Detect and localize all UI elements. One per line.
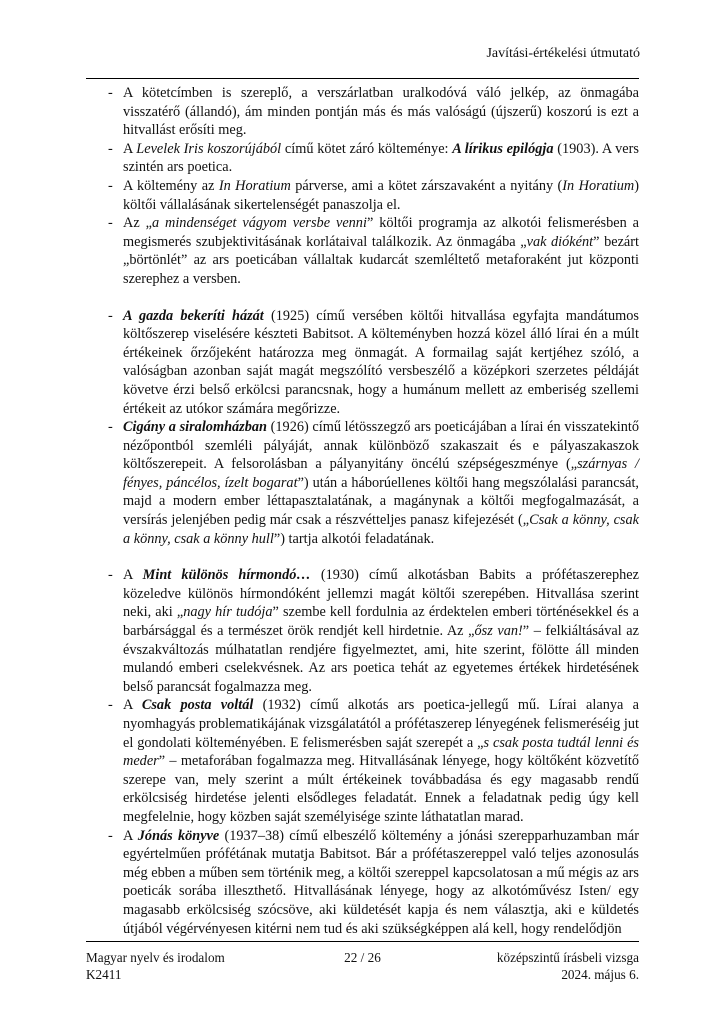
text-run: ” költői programja az alkotói felismerésben a megismerés szubjektivitásának korlátaival találkozik. Az önmagába „	[123, 215, 639, 250]
footer-exam-type: középszintű írásbeli vizsga	[496, 950, 639, 965]
footer-divider	[86, 941, 639, 942]
text-run: A	[123, 827, 138, 844]
paragraph-gap	[86, 548, 639, 566]
work-title: Jónás könyve	[137, 827, 220, 844]
bullet-dash: -	[108, 177, 113, 194]
text-run: ” – metaforában fogalmazza meg. Hitvallásának lényege, hogy költőként közvetítő szerepe van, mely szerint a múlt értékeinek továbbadása és egy magasabb rendű erkölcsiség hirdetése jelenti elsődleges feladatát. Ennek a feladatnak pedig úgy kell megfelelnie, hogy közben saját személyisége szinte láthatatlan marad.	[123, 753, 639, 825]
italic-quote: Csak a könny, csak a könny, csak a könny hull	[123, 512, 639, 547]
work-title: Mint különös hírmondó…	[142, 567, 311, 584]
italic-quote: a mindenséget vágyom versbe venni	[151, 215, 367, 232]
bullet-dash: -	[108, 215, 113, 232]
list-item	[86, 418, 639, 548]
text-run: (1925) című versében költői hitvallása egyfajta mandátumos költőszerep viselésére készteti Babitsot. A költeményben hozzá közel álló lírai én a múlt értékeinek őrzőjeként határozza meg önmagát. A formailag saját kertjéhez szóló, a valóságban azonban saját magát megszólító versbeszélő a középkori szerzetes példáját követve érzi belső erkölcsi parancsnak, hogy a humánum mellett az emberiség szellemi értékeit az utókor számára megőrizze.	[123, 307, 639, 417]
text-run: (1937–38) című elbeszélő költemény a jónási szerepparhuzamban már egyértelműen prófétának mutatja Babitsot. Bár a prófétaszereppel való teljes azonosulás még ebben a műben sem történik meg, a költői szereppel kapcsolatosan a mű mégis az ars poeticák sorába illeszthető. Hitvallásának lényege, hogy az alkotóművész Isten/ egy magasabb erkölcsiség szócsöve, aki küldetését kapja és nem választja, aki e küldetés útjából végérvényesen kitérni nem tud és aki szükségképpen alá kell, hogy rendelődjön	[123, 827, 639, 937]
running-header: Javítási-értékelési útmutató	[486, 46, 640, 61]
list-item	[86, 566, 639, 696]
footer-date: 2024. május 6.	[561, 967, 639, 982]
list-item	[86, 307, 639, 419]
italic-quote: nagy hír tudója	[183, 604, 273, 621]
italic-quote: s csak posta tudtál lenni és meder	[123, 734, 639, 770]
bullet-dash: -	[108, 567, 113, 584]
footer-subject: Magyar nyelv és irodalom	[86, 950, 225, 965]
text-run: ) költői vállalásának sikertelenségét panaszolja el.	[123, 177, 639, 213]
list-item	[86, 696, 639, 826]
bullet-dash: -	[108, 85, 113, 101]
italic-quote: ősz van!	[474, 623, 523, 640]
bullet-dash: -	[108, 697, 113, 714]
header-divider	[86, 78, 639, 79]
list-item	[86, 214, 639, 288]
bullet-dash: -	[108, 827, 113, 844]
italic-quote: vak dióként	[526, 233, 594, 250]
page-number: 22 / 26	[344, 950, 381, 965]
italic-quote: In Horatium	[562, 177, 635, 194]
italic-quote: szárnyas / fényes, páncélos, ízelt bogarat	[123, 456, 639, 491]
text-run: ”) tartja alkotói feladatának.	[273, 530, 435, 547]
text-run: (1932) című alkotás ars poetica-jellegű mű. Lírai alanya a nyomhagyás problematikájának vizsgálatától a prófétaszerep lényegének felismeréséig jut el gondolati költeményében. E felismerésben saját szerepét a „	[123, 697, 639, 751]
list-item	[86, 177, 639, 214]
text-run: A költemény az	[123, 177, 219, 194]
text-run: (1930) című alkotásban Babits a prófétaszerephez közeledve különös hírmondóként jellemzi magát költői szerepében. Hitvallása szerint neki, aki „	[123, 567, 639, 621]
text-run: ” – felkiáltásával az évszakváltozás múlhatatlan rendjére figyelmeztet, ami, hite szerint, fölötte áll minden mulandó emberi cselekvésnek. Az ars poetica tehát az egyetemes értékek hirdetésének belső parancsát fogalmazza meg.	[123, 623, 639, 695]
work-title: Csak posta voltál	[141, 697, 254, 714]
list-item	[86, 827, 639, 939]
italic-quote: In Horatium	[218, 177, 291, 194]
bullet-dash: -	[108, 419, 113, 436]
work-title: A gazda bekeríti házát	[123, 307, 264, 324]
italic-quote: Levelek Iris koszorújából	[136, 140, 282, 157]
bullet-dash: -	[108, 307, 113, 324]
text-run: (1903). A vers szintén ars poetica.	[123, 140, 639, 176]
answer-key-body	[86, 84, 639, 938]
text-run: A	[123, 697, 142, 714]
text-run: (1926) című létösszegző ars poeticájában a lírai én visszatekintő nézőpontból szemléli pályáját, annak különböző szakaszait és e pályaszakaszok költőszerepeit. A felsorolásban a pályanyitány öncélú szépségeszménye („	[123, 419, 639, 473]
text-run: A	[123, 567, 143, 584]
footer-code: K2411	[86, 967, 122, 982]
list-item	[86, 84, 639, 140]
text-run: című kötet záró költeménye:	[281, 140, 453, 157]
text-run: ” szembe kell fordulnia az érdektelen emberi történésekkel és a barbársággal és a természet örök rendjét kell hirdetnie. Az „	[123, 604, 639, 640]
work-title: A lírikus epilógja	[452, 140, 554, 157]
text-run: ” bezárt „börtönlét” az ars poeticában vállaltak kudarcát szemléltető metaforaként jut központi szerephez a versben.	[123, 233, 639, 287]
paragraph-gap	[86, 289, 639, 307]
text-run: ”) után a háborúellenes költői hang megszólalási parancsát, majd a modern ember léttapasztalatának, a magánynak a költői megfogalmazását, a versírás jelenjében pedig már csak a részvétteljes panasz kifejezését („	[123, 474, 639, 529]
text-run: Az „	[123, 215, 152, 232]
text-run: párverse, ami a kötet zárszavaként a nyitány (	[290, 177, 563, 194]
work-title: Cigány a siralomházban	[123, 419, 267, 436]
text-run: A kötetcímben is szereplő, a verszárlatban uralkodóvá váló jelkép, az önmagába visszatérő (állandó), ám minden pontján más és más valóságú (újszerű) koszorú is ezt a hitvallást erősíti meg.	[123, 85, 639, 139]
list-item	[86, 140, 639, 177]
text-run: A	[123, 140, 137, 157]
bullet-dash: -	[108, 140, 113, 157]
